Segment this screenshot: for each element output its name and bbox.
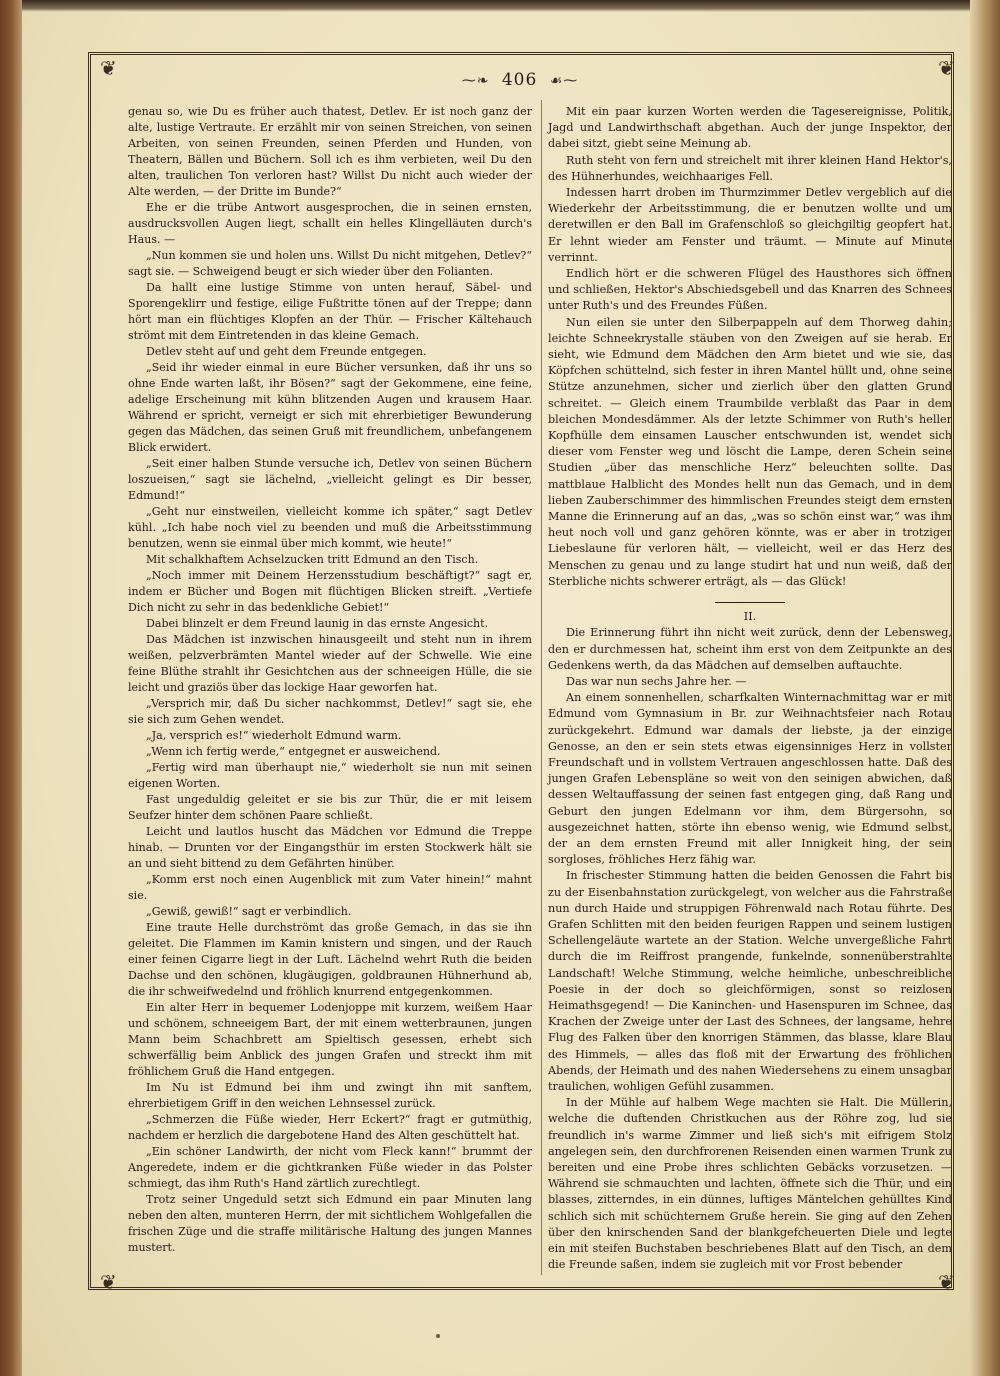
paragraph: Eine traute Helle durchströmt das große Gemach, in das sie ihn geleitet. Die Flammen im Kamin knistern und singen, und der Rauch einer feinen Cigarre liegt in der Luft. Lächelnd wehrt Ruth die beiden Dachse und den schönen, klugäugigen, goldbraunen Hühnerhund ab, die ihr schweifwedelnd und fröhlich knurrend entgegenkommen.	[128, 921, 532, 998]
paragraph: Detlev steht auf und geht dem Freunde entgegen.	[146, 345, 427, 358]
paragraph: Das war nun sechs Jahre her. —	[566, 674, 747, 688]
corner-ornament-icon: ❦	[100, 1270, 117, 1294]
paragraph: „Ja, versprich es!“ wiederholt Edmund warm.	[146, 729, 402, 742]
paragraph: „Gewiß, gewiß!“ sagt er verbindlich.	[146, 905, 352, 918]
paragraph: Trotz seiner Ungeduld setzt sich Edmund ein paar Minuten lang neben den alten, munteren Herrn, der mit sichtlichem Wohlgefallen die frischen Züge und die straffe militärische Haltung des jungen Mannes mustert.	[128, 1193, 532, 1254]
corner-ornament-icon: ❦	[100, 56, 117, 80]
column-divider	[541, 100, 542, 1275]
book-spine-top	[0, 0, 1000, 12]
flourish-left-icon: ⁓❧	[461, 73, 490, 89]
paragraph: Ehe er die trübe Antwort ausgesprochen, die in seinen ernsten, ausdrucksvollen Augen liegt, schallt ein helles Klingelläuten durch's Haus. —	[128, 201, 532, 246]
paragraph: Ein alter Herr in bequemer Lodenjoppe mit kurzem, weißem Haar und schönem, schneeigem Bart, der mit einem wetterbraunen, jungen Mann beim Schachbrett am Spieltisch gesessen, erhebt sich schwerfällig beim Anblick des jungen Grafen und streckt ihm mit fröhlichem Gruß die Hand entgegen.	[128, 1001, 532, 1078]
paragraph: „Komm erst noch einen Augenblick mit zum Vater hinein!“ mahnt sie.	[128, 873, 532, 902]
paragraph: „Versprich mir, daß Du sicher nachkommst, Detlev!“ sagt sie, ehe sie sich zum Gehen wendet.	[128, 697, 532, 726]
left-column	[128, 104, 532, 1256]
book-spine-left	[0, 0, 22, 1376]
corner-ornament-icon: ❦	[938, 1270, 955, 1294]
paragraph: Ruth steht von fern und streichelt mit ihrer kleinen Hand Hektor's, des Hühnerhundes, weichhaariges Fell.	[548, 153, 952, 183]
section-divider	[715, 602, 785, 603]
paragraph: In der Mühle auf halbem Wege machten sie Halt. Die Müllerin, welche die duftenden Christkuchen aus der Röhre zog, lud sie freundlich in's warme Zimmer und ließ sich's mit eifrigem Stolz angelegen sein, den durchfrorenen Reisenden einen warmen Trunk zu bereiten und eine Probe ihres schlichten Gebäcks vorzusetzen. — Während sie schmauchten und lachten, öffnete sich die Thür, und ein blasses, zitterndes, in ein dünnes, luftiges Mäntelchen gehülltes Kind schlich sich mit schüchternem Gruße herein. Sie ging auf den Zehen über den knirschenden Sand der blankgefcheuerten Diele und legte ein mit steifen Buchstaben beschriebenes Blatt auf den Tisch, an dem die Freunde saßen, indem sie zugleich mit vor Frost bebender	[548, 1096, 952, 1272]
section-number: II.	[743, 610, 757, 624]
paragraph: In frischester Stimmung hatten die beiden Genossen die Fahrt bis zu der Eisenbahnstation zurückgelegt, von welcher aus die Fahrstraße nun durch Haide und struppigen Föhrenwald nach Rotau führte. Des Grafen Schlitten mit den beiden feurigen Rappen und seinem lustigen Schellengeläute wartete an der Station. Welche unvergeßliche Fahrt durch die im Reiffrost prangende, funkelnde, sonnenüberstrahlte Landschaft! Welche Stimmung, welche heimliche, unbeschreibliche Poesie in der doch so gleichförmigen, sonst so reizlosen Heimathsgegend! — Die Kaninchen- und Hasenspuren im Schnee, das Krachen der Zweige unter der Last des Schnees, der langsame, hehre Flug des Falken über den knorrigen Stämmen, das blasse, klare Blau des Himmels, — alles das floß mit der Erwartung des fröhlichen Abends, der Heimath und des nahen Wiedersehens zu einem unsagbar traulichen, wohligen Gefühl zusammen.	[548, 869, 952, 1093]
paragraph: „Nun kommen sie und holen uns. Willst Du nicht mitgehen, Detlev?“ sagt sie. — Schweigend beugt er sich wieder über den Folianten.	[128, 249, 532, 278]
corner-ornament-icon: ❦	[938, 56, 955, 80]
paragraph: Das Mädchen ist inzwischen hinausgeeilt und steht nun in ihrem weißen, pelzverbrämten Mantel wieder auf der Schwelle. Wie eine feine Blüthe strahlt ihr Gesichtchen aus der schneeigen Hülle, die sie leicht und graziös über das lockige Haar geworfen hat.	[128, 633, 532, 694]
paragraph: genau so, wie Du es früher auch thatest, Detlev. Er ist noch ganz der alte, lustige Vertraute. Er erzählt mir von seinen Streichen, von seinen Arbeiten, von seinen Freunden, seinen Pferden und Hunden, von Theatern, Bällen und Büchern. Soll ich es ihm verbieten, weil Du den alten, traulichen Ton verloren hast? Willst Du nicht auch wieder der Alte werden, — der Dritte im Bunde?“	[128, 105, 532, 198]
right-column	[548, 104, 952, 1273]
page-header	[380, 70, 660, 90]
paragraph: Die Erinnerung führt ihn nicht weit zurück, denn der Lebensweg, den er durchmessen hat, scheint ihm erst von dem Zeitpunkte an des Gedenkens werth, da das Mädchen auf demselben auftauchte.	[548, 626, 952, 672]
ink-speck	[436, 1334, 440, 1338]
paragraph: Mit ein paar kurzen Worten werden die Tagesereignisse, Politik, Jagd und Landwirthschaft abgethan. Auch der junge Inspektor, der dabei sitzt, giebt seine Meinung ab.	[548, 105, 952, 151]
paragraph: „Geht nur einstweilen, vielleicht komme ich später,“ sagt Detlev kühl. „Ich habe noch viel zu beenden und muß die Arbeitsstimmung benutzen, wenn sie einmal über mich kommt, wie heute!“	[128, 505, 532, 550]
paragraph: „Fertig wird man überhaupt nie,“ wiederholt sie nun mit seinen eigenen Worten.	[128, 761, 532, 790]
paragraph: Im Nu ist Edmund bei ihm und zwingt ihn mit sanftem, ehrerbietigem Griff in den weichen Lehnsessel zurück.	[128, 1081, 532, 1110]
paragraph: Indessen harrt droben im Thurmzimmer Detlev vergeblich auf die Wiederkehr der Arbeitsstimmung, die er benutzen wollte und um deretwillen er den Ball im Grafenschloß so gleichgiltig geopfert hat. Er lehnt wieder am Fenster und träumt. — Minute auf Minute verrinnt.	[548, 186, 952, 264]
paragraph: An einem sonnenhellen, scharfkalten Winternachmittag war er mit Edmund vom Gymnasium in Br. zur Weihnachtsfeier nach Rotau zurückgekehrt. Edmund war damals der liebste, ja der einzige Genosse, an den er sein stets etwas eigensinniges Herz in vollster Freundschaft und in vollstem Vertrauen angeschlossen hatte. Daß des jungen Grafen Lebenspläne so weit von den seinigen abwichen, daß dessen Weltauffassung der seinen fast entgegen ging, daß Rang und Geburt den jungen Edelmann vor ihm, dem Bürgersohn, so ausgezeichnet hatten, störte ihn ebenso wenig, wie Edmund selbst, der an dem ernsten Freund mit aller Innigkeit hing, der sein sorgloses, fröhliches Herz fähig war.	[548, 691, 952, 867]
paragraph: Leicht und lautlos huscht das Mädchen vor Edmund die Treppe hinab. — Drunten vor der Eingangsthür im ersten Stockwerk hält sie an und sieht bittend zu dem Gefährten hinüber.	[128, 825, 532, 870]
paragraph: Da hallt eine lustige Stimme von unten herauf, Säbel- und Sporengeklirr und festige, eilige Fußtritte tönen auf der Treppe; dann hört man ein flüchtiges Klopfen an der Thür. — Frischer Kältehauch strömt mit dem Eintretenden in das kleine Gemach.	[128, 281, 532, 342]
flourish-right-icon: ☙⁓	[549, 73, 579, 89]
page-edge-right	[970, 0, 1000, 1376]
paragraph: Nun eilen sie unter den Silberpappeln auf dem Thorweg dahin; leichte Schneekrystalle stäuben von den Zweigen auf sie herab. Er sieht, wie Edmund dem Mädchen den Arm bietet und wie sie, das Köpfchen schüttelnd, sich fester in ihren Mantel hüllt und, ohne seine Stütze anzunehmen, sicher und zierlich über den glatten Grund schreitet. — Gleich einem Traumbilde verblaßt das Paar in dem bleichen Mondesdämmer. Als der letzte Schimmer von Ruth's heller Kopfhülle dem einsamen Lauscher entschwunden ist, wendet sich dieser vom Fenster weg und löscht die Lampe, deren Schein seine Studien „über das menschliche Herz“ beleuchten sollte. Das mattblaue Halblicht des Mondes hellt nun das Gemach, und in dem lieben Zauberschimmer des himmlischen Freundes steigt dem ernsten Manne die Erinnerung auf an das, „was so schön einst war,“ was ihm heut noch voll und ganz gehören könnte, was er aber in trotziger Liebeslaune für verloren hält, — vielleicht, weil er das Herz des Menschen zu genau und zu lange studirt hat und nun weiß, daß der Sterbliche nichts schwerer erträgt, als — das Glück!	[548, 315, 952, 588]
paragraph: „Seid ihr wieder einmal in eure Bücher versunken, daß ihr uns so ohne Ende warten laßt, ihr Bösen?“ sagt der Gekommene, eine feine, adelige Erscheinung mit kühn blitzenden Augen und krausem Haar. Während er spricht, verneigt er sich mit ehrerbietiger Bewunderung gegen das Mädchen, das seinen Gruß mit freundlichem, unbefangenem Blick erwidert.	[128, 361, 532, 454]
paragraph: „Schmerzen die Füße wieder, Herr Eckert?“ fragt er gutmüthig, nachdem er herzlich die dargebotene Hand des Alten geschüttelt hat.	[128, 1113, 532, 1142]
paragraph: Endlich hört er die schweren Flügel des Hausthores sich öffnen und schließen, Hektor's Abschiedsgebell und das Knarren des Schnees unter Ruth's und des Freundes Füßen.	[548, 267, 952, 313]
paragraph: Dabei blinzelt er dem Freund launig in das ernste Angesicht.	[146, 617, 489, 630]
paragraph: „Wenn ich fertig werde,“ entgegnet er ausweichend.	[146, 745, 441, 758]
page-number: 406	[501, 70, 538, 90]
paragraph: „Seit einer halben Stunde versuche ich, Detlev von seinen Büchern loszueisen,“ sagt sie lächelnd, „vielleicht gelingt es Dir besser, Edmund!“	[128, 457, 532, 502]
paragraph: „Noch immer mit Deinem Herzensstudium beschäftigt?“ sagt er, indem er Bücher und Bogen mit flüchtigen Blicken streift. „Vertiefe Dich nicht zu sehr in das bedenkliche Gebiet!“	[128, 569, 532, 614]
paragraph: „Ein schöner Landwirth, der nicht vom Fleck kann!“ brummt der Angeredete, indem er die gichtkranken Füße wieder in das Polster schmiegt, das ihm Ruth's Hand zärtlich zurechtlegt.	[128, 1145, 532, 1190]
paragraph: Mit schalkhaftem Achselzucken tritt Edmund an den Tisch.	[146, 553, 479, 566]
paragraph: Fast ungeduldig geleitet er sie bis zur Thür, die er mit leisem Seufzer hinter dem schönen Paare schließt.	[128, 793, 532, 822]
